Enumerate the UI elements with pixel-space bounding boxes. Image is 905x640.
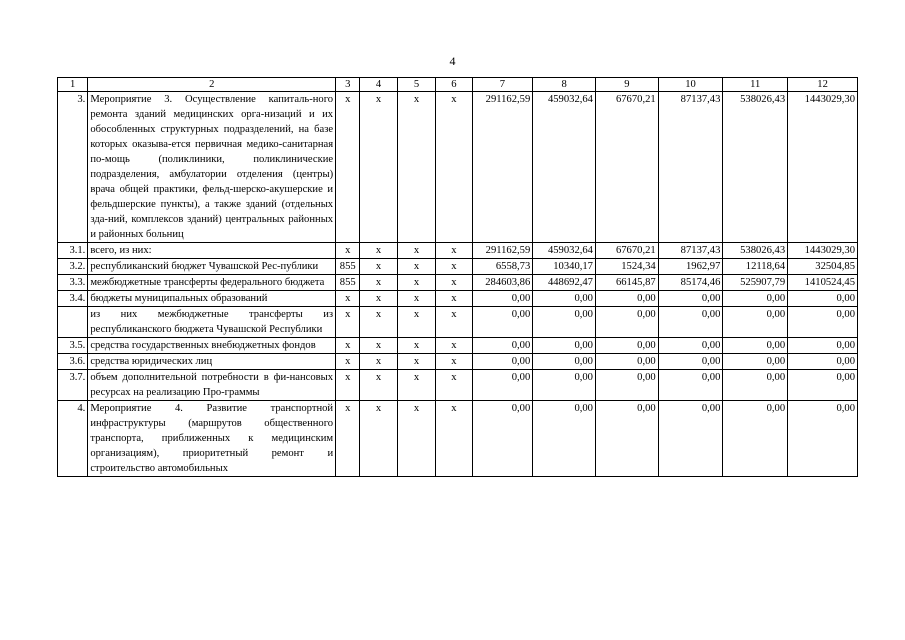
cell-col5: x bbox=[397, 338, 435, 354]
cell-col5: x bbox=[397, 370, 435, 401]
cell-col10: 0,00 bbox=[658, 401, 723, 477]
row-description bbox=[88, 401, 336, 477]
cell-col11: 0,00 bbox=[723, 354, 788, 370]
row-description: республиканский бюджет Чувашской Рес-публики bbox=[88, 259, 336, 275]
cell-col7: 291162,59 bbox=[472, 243, 533, 259]
cell-col7: 0,00 bbox=[472, 291, 533, 307]
cell-col3: x bbox=[336, 291, 360, 307]
table-row bbox=[58, 401, 858, 477]
cell-col6: x bbox=[436, 92, 472, 243]
cell-col12: 0,00 bbox=[788, 370, 858, 401]
cell-col4: x bbox=[360, 259, 397, 275]
cell-col11: 0,00 bbox=[723, 401, 788, 477]
row-description-text: Мероприятие 4. Развитие транспортной инфраструктуры (маршрутов общественного транспорта, приближенных к медицинским организациям), приоритетный ремонт и строительство автомобильных bbox=[90, 403, 334, 474]
header-row bbox=[58, 78, 858, 92]
cell-col10: 85174,46 bbox=[658, 275, 723, 291]
cell-col5: x bbox=[397, 243, 435, 259]
cell-col3: x bbox=[336, 370, 360, 401]
row-number: 3.4. bbox=[58, 291, 88, 307]
row-number bbox=[58, 307, 88, 338]
budget-table bbox=[57, 77, 858, 477]
cell-col7: 0,00 bbox=[472, 338, 533, 354]
cell-col5: x bbox=[397, 259, 435, 275]
cell-col11: 0,00 bbox=[723, 291, 788, 307]
cell-col5: x bbox=[397, 92, 435, 243]
cell-col3: 855 bbox=[336, 259, 360, 275]
cell-col3: x bbox=[336, 338, 360, 354]
cell-col12: 1410524,45 bbox=[788, 275, 858, 291]
cell-col10: 1962,97 bbox=[658, 259, 723, 275]
cell-col3: x bbox=[336, 401, 360, 477]
cell-col8: 459032,64 bbox=[533, 92, 596, 243]
column-header: 2 bbox=[88, 78, 336, 92]
cell-col6: x bbox=[436, 243, 472, 259]
cell-col4: x bbox=[360, 370, 397, 401]
cell-col9: 66145,87 bbox=[595, 275, 658, 291]
cell-col9: 0,00 bbox=[595, 354, 658, 370]
cell-col7: 6558,73 bbox=[472, 259, 533, 275]
cell-col7: 291162,59 bbox=[472, 92, 533, 243]
row-number: 3.3. bbox=[58, 275, 88, 291]
table-row bbox=[58, 338, 858, 354]
cell-col4: x bbox=[360, 338, 397, 354]
cell-col12: 0,00 bbox=[788, 401, 858, 477]
cell-col7: 0,00 bbox=[472, 354, 533, 370]
row-number: 3. bbox=[58, 92, 88, 243]
cell-col12: 0,00 bbox=[788, 338, 858, 354]
cell-col10: 0,00 bbox=[658, 338, 723, 354]
cell-col5: x bbox=[397, 291, 435, 307]
cell-col6: x bbox=[436, 259, 472, 275]
cell-col8: 0,00 bbox=[533, 354, 596, 370]
cell-col4: x bbox=[360, 401, 397, 477]
table-row bbox=[58, 370, 858, 401]
cell-col8: 10340,17 bbox=[533, 259, 596, 275]
cell-col10: 0,00 bbox=[658, 291, 723, 307]
cell-col5: x bbox=[397, 354, 435, 370]
cell-col9: 67670,21 bbox=[595, 92, 658, 243]
cell-col11: 12118,64 bbox=[723, 259, 788, 275]
cell-col7: 0,00 bbox=[472, 370, 533, 401]
cell-col12: 0,00 bbox=[788, 291, 858, 307]
cell-col9: 67670,21 bbox=[595, 243, 658, 259]
column-header: 3 bbox=[336, 78, 360, 92]
cell-col10: 87137,43 bbox=[658, 243, 723, 259]
cell-col4: x bbox=[360, 92, 397, 243]
table-row bbox=[58, 307, 858, 338]
column-header: 10 bbox=[658, 78, 723, 92]
cell-col6: x bbox=[436, 307, 472, 338]
row-number: 3.7. bbox=[58, 370, 88, 401]
cell-col8: 0,00 bbox=[533, 307, 596, 338]
cell-col6: x bbox=[436, 275, 472, 291]
cell-col11: 0,00 bbox=[723, 307, 788, 338]
cell-col6: x bbox=[436, 291, 472, 307]
cell-col9: 0,00 bbox=[595, 307, 658, 338]
cell-col3: x bbox=[336, 92, 360, 243]
column-header: 1 bbox=[58, 78, 88, 92]
cell-col3: x bbox=[336, 354, 360, 370]
column-header: 4 bbox=[360, 78, 397, 92]
row-number: 3.1. bbox=[58, 243, 88, 259]
cell-col9: 1524,34 bbox=[595, 259, 658, 275]
row-description: всего, из них: bbox=[88, 243, 336, 259]
cell-col8: 459032,64 bbox=[533, 243, 596, 259]
page-number: 4 bbox=[449, 54, 456, 68]
cell-col9: 0,00 bbox=[595, 291, 658, 307]
cell-col10: 0,00 bbox=[658, 354, 723, 370]
cell-col4: x bbox=[360, 307, 397, 338]
column-header: 7 bbox=[472, 78, 533, 92]
column-header: 6 bbox=[436, 78, 472, 92]
cell-col10: 0,00 bbox=[658, 370, 723, 401]
cell-col9: 0,00 bbox=[595, 338, 658, 354]
cell-col4: x bbox=[360, 291, 397, 307]
cell-col9: 0,00 bbox=[595, 401, 658, 477]
cell-col6: x bbox=[436, 338, 472, 354]
cell-col12: 32504,85 bbox=[788, 259, 858, 275]
column-header: 9 bbox=[595, 78, 658, 92]
cell-col7: 284603,86 bbox=[472, 275, 533, 291]
cell-col4: x bbox=[360, 275, 397, 291]
row-description: Мероприятие 3. Осуществление капиталь-ного ремонта зданий медицинских орга-низаций и их обособленных структурных подразделений, на базе которых оказыва-ется первичная медико-санитарная по-мощь (поликлиники, поликлинические подразделения, амбулатории отделения (центры) врача общей практики, фельд-шерско-акушерские и фельдшерские пункты), а также зданий (отдельных зда-ний, комплексов зданий) центральных районных и районных больниц bbox=[88, 92, 336, 243]
row-description: средства государственных внебюджетных фондов bbox=[88, 338, 336, 354]
cell-col10: 87137,43 bbox=[658, 92, 723, 243]
cell-col8: 0,00 bbox=[533, 401, 596, 477]
cell-col11: 0,00 bbox=[723, 338, 788, 354]
row-number: 3.5. bbox=[58, 338, 88, 354]
table-row bbox=[58, 243, 858, 259]
cell-col8: 0,00 bbox=[533, 291, 596, 307]
column-header: 8 bbox=[533, 78, 596, 92]
column-header: 12 bbox=[788, 78, 858, 92]
table-row bbox=[58, 275, 858, 291]
cell-col7: 0,00 bbox=[472, 307, 533, 338]
cell-col4: x bbox=[360, 354, 397, 370]
cell-col12: 0,00 bbox=[788, 307, 858, 338]
row-description: из них межбюджетные трансферты из республиканского бюджета Чувашской Республики bbox=[88, 307, 336, 338]
cell-col12: 1443029,30 bbox=[788, 243, 858, 259]
cell-col11: 538026,43 bbox=[723, 243, 788, 259]
cell-col12: 1443029,30 bbox=[788, 92, 858, 243]
cell-col3: x bbox=[336, 243, 360, 259]
row-description: межбюджетные трансферты федерального бюджета bbox=[88, 275, 336, 291]
cell-col11: 525907,79 bbox=[723, 275, 788, 291]
cell-col11: 538026,43 bbox=[723, 92, 788, 243]
table-row bbox=[58, 259, 858, 275]
cell-col5: x bbox=[397, 401, 435, 477]
cell-col6: x bbox=[436, 354, 472, 370]
row-number: 3.6. bbox=[58, 354, 88, 370]
column-header: 11 bbox=[723, 78, 788, 92]
cell-col4: x bbox=[360, 243, 397, 259]
row-description: объем дополнительной потребности в фи-нансовых ресурсах на реализацию Про-граммы bbox=[88, 370, 336, 401]
cell-col5: x bbox=[397, 307, 435, 338]
cell-col8: 0,00 bbox=[533, 338, 596, 354]
row-description: средства юридических лиц bbox=[88, 354, 336, 370]
row-number: 4. bbox=[58, 401, 88, 477]
table-row bbox=[58, 92, 858, 243]
cell-col3: x bbox=[336, 307, 360, 338]
table-row bbox=[58, 354, 858, 370]
column-header: 5 bbox=[397, 78, 435, 92]
cell-col8: 448692,47 bbox=[533, 275, 596, 291]
cell-col12: 0,00 bbox=[788, 354, 858, 370]
cell-col6: x bbox=[436, 401, 472, 477]
cell-col8: 0,00 bbox=[533, 370, 596, 401]
row-number: 3.2. bbox=[58, 259, 88, 275]
cell-col10: 0,00 bbox=[658, 307, 723, 338]
row-description: бюджеты муниципальных образований bbox=[88, 291, 336, 307]
cell-col7: 0,00 bbox=[472, 401, 533, 477]
cell-col3: 855 bbox=[336, 275, 360, 291]
cell-col11: 0,00 bbox=[723, 370, 788, 401]
cell-col6: x bbox=[436, 370, 472, 401]
table-row bbox=[58, 291, 858, 307]
cell-col5: x bbox=[397, 275, 435, 291]
cell-col9: 0,00 bbox=[595, 370, 658, 401]
